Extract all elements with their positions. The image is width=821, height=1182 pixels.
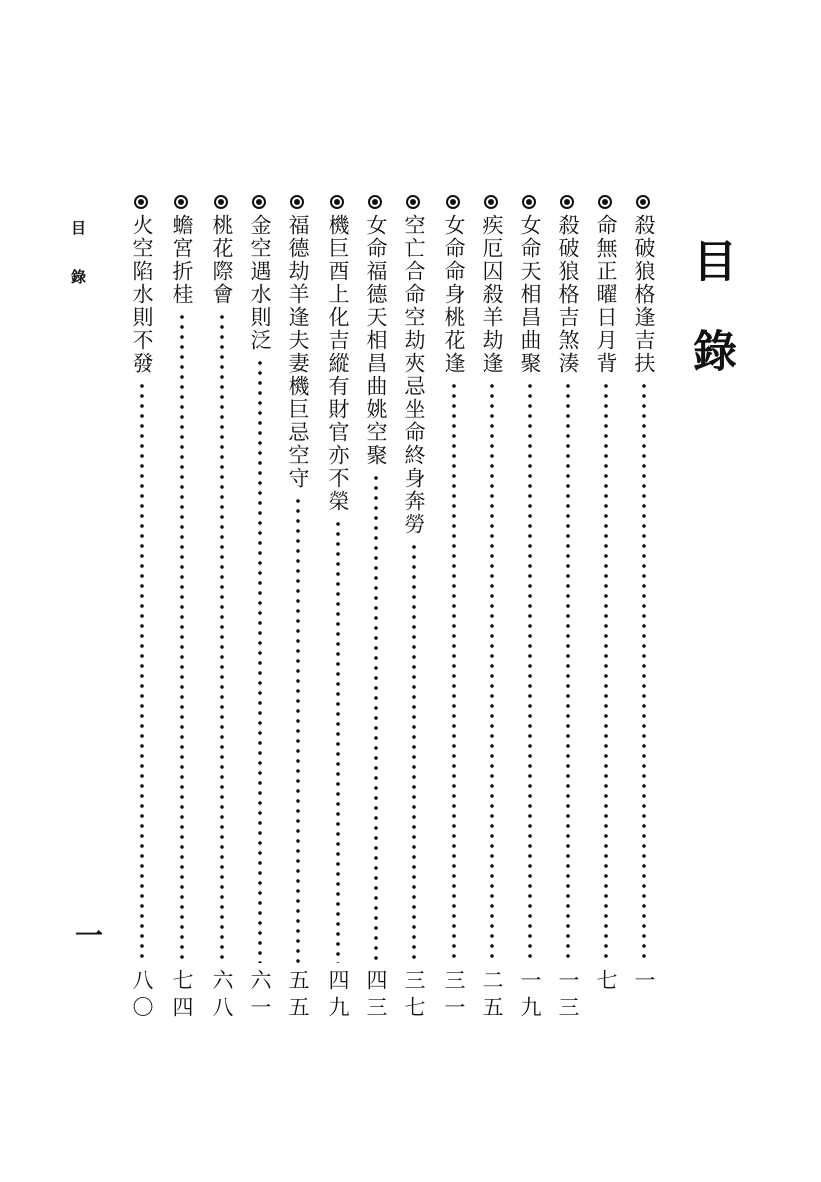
- toc-entry[interactable]: [516, 195, 548, 1045]
- bullet-icon: [522, 195, 536, 209]
- toc-entry[interactable]: [246, 195, 278, 1045]
- dot-leader: [412, 542, 416, 963]
- entry-page-number: 一: [632, 969, 656, 996]
- entry-title: 金空遇水則泛: [248, 214, 272, 352]
- dot-leader: [140, 381, 144, 963]
- entry-page-number: 七四: [170, 969, 194, 1023]
- dot-leader: [296, 496, 300, 963]
- page-title: 目錄: [685, 238, 736, 418]
- bullet-icon: [636, 195, 650, 209]
- dot-leader: [180, 312, 184, 963]
- entry-title: 殺破狼格吉煞湊: [556, 214, 580, 375]
- entry-title: 桃花際會: [210, 214, 234, 306]
- bullet-icon: [446, 195, 460, 209]
- entry-page-number: 三一: [442, 969, 466, 1023]
- entry-page-number: 八〇: [130, 969, 154, 1023]
- entry-page-number: 四九: [326, 969, 350, 1023]
- dot-leader: [374, 473, 378, 963]
- bullet-icon: [252, 195, 266, 209]
- dot-leader: [452, 381, 456, 963]
- entry-page-number: 三七: [402, 969, 426, 1023]
- entry-title: 女命天相昌曲聚: [518, 214, 542, 375]
- entry-page-number: 七: [594, 969, 618, 996]
- dot-leader: [220, 312, 224, 963]
- entry-page-number: 一九: [518, 969, 542, 1023]
- bullet-icon: [598, 195, 612, 209]
- bullet-icon: [214, 195, 228, 209]
- toc-entry[interactable]: [208, 195, 240, 1045]
- entry-page-number: 四三: [364, 969, 388, 1023]
- toc-entry[interactable]: [168, 195, 200, 1045]
- bullet-icon: [484, 195, 498, 209]
- entry-title: 疾厄囚殺羊劫逢: [480, 214, 504, 375]
- bullet-icon: [368, 195, 382, 209]
- entry-page-number: 二五: [480, 969, 504, 1023]
- entry-title: 火空陷水則不發: [130, 214, 154, 375]
- entry-title: 殺破狼格逢吉扶: [632, 214, 656, 375]
- page-number: 一: [75, 919, 104, 952]
- entry-title: 蟾宮折桂: [170, 214, 194, 306]
- dot-leader: [336, 519, 340, 963]
- entry-title: 機巨酉上化吉縱有財官亦不榮: [326, 214, 350, 513]
- toc-entry[interactable]: [400, 195, 432, 1045]
- entry-page-number: 六八: [210, 969, 234, 1023]
- running-head: 目錄: [69, 220, 87, 318]
- dot-leader: [642, 381, 646, 963]
- entry-title: 女命命身桃花逢: [442, 214, 466, 375]
- dot-leader: [490, 381, 494, 963]
- toc-entry[interactable]: [630, 195, 662, 1045]
- toc-entry[interactable]: [362, 195, 394, 1045]
- toc-entry[interactable]: [284, 195, 316, 1045]
- bullet-icon: [290, 195, 304, 209]
- bullet-icon: [406, 195, 420, 209]
- toc-entry[interactable]: [554, 195, 586, 1045]
- toc-entry[interactable]: [592, 195, 624, 1045]
- entry-title: 空亡合命空劫夾忌坐命終身奔勞: [402, 214, 426, 536]
- dot-leader: [258, 358, 262, 963]
- entry-page-number: 六一: [248, 969, 272, 1023]
- entry-title: 福德劫羊逢夫妻機巨忌空守: [286, 214, 310, 490]
- bullet-icon: [560, 195, 574, 209]
- toc-entry[interactable]: [324, 195, 356, 1045]
- entry-title: 女命福德天相昌曲姚空聚: [364, 214, 388, 467]
- toc-entry[interactable]: [128, 195, 160, 1045]
- bullet-icon: [174, 195, 188, 209]
- bullet-icon: [134, 195, 148, 209]
- dot-leader: [566, 381, 570, 963]
- toc-entry[interactable]: [440, 195, 472, 1045]
- dot-leader: [528, 381, 532, 963]
- bullet-icon: [330, 195, 344, 209]
- toc-entry[interactable]: [478, 195, 510, 1045]
- dot-leader: [604, 381, 608, 963]
- entry-page-number: 一三: [556, 969, 580, 1023]
- entry-title: 命無正曜日月背: [594, 214, 618, 375]
- entry-page-number: 五五: [286, 969, 310, 1023]
